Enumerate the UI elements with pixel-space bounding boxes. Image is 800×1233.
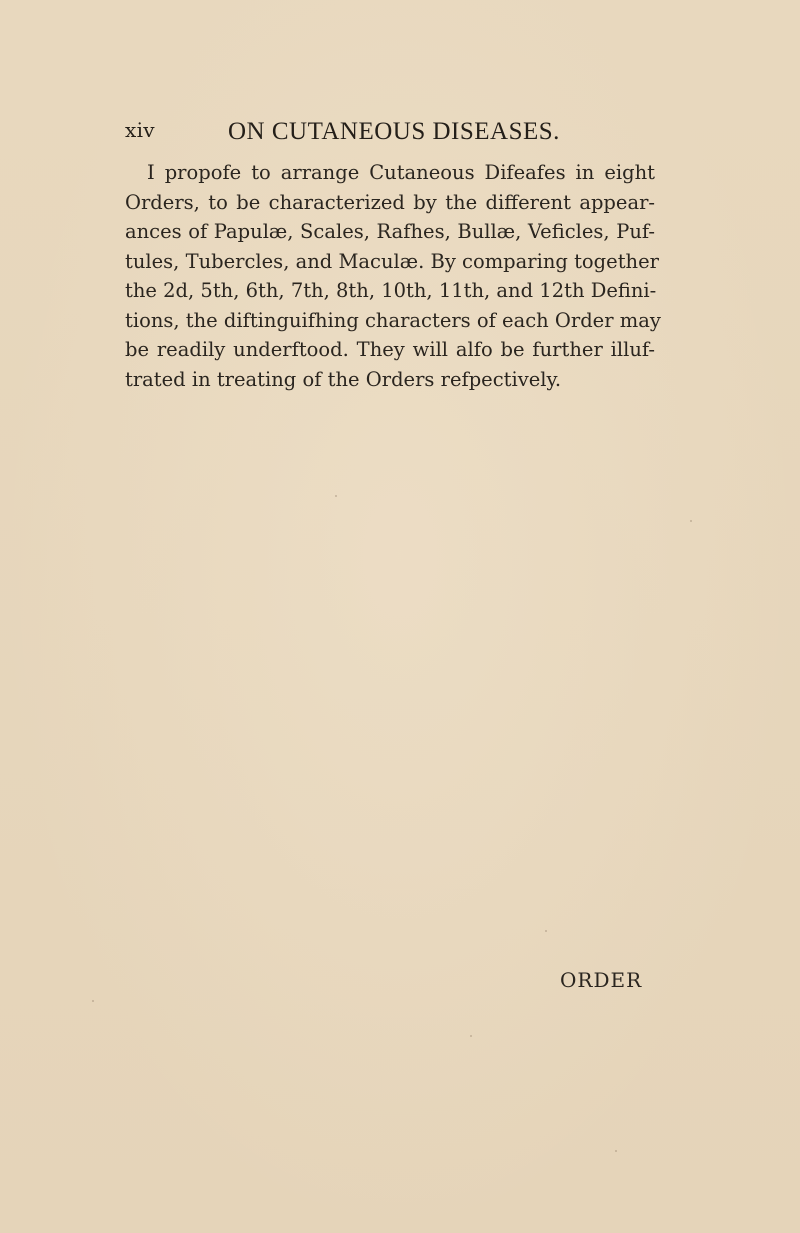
text-line: I propofe to arrange Cutaneous Difeafes in eight [147, 161, 655, 184]
paragraph [125, 158, 661, 394]
text-line: the 2d, 5th, 6th, 7th, 8th, 10th, 11th, and 12th Defini- [125, 279, 657, 302]
paper-speck [92, 1000, 94, 1002]
text-line: tules, Tubercles, and Maculæ. By comparing together [125, 249, 659, 273]
text-line: be readily underftood. They will alfo be further illuf- [125, 338, 655, 361]
catchword: ORDER [560, 968, 643, 992]
paper-speck [615, 1150, 617, 1152]
running-title: ON CUTANEOUS DISEASES. [228, 118, 560, 145]
text-line: trated in treating of the Orders refpectively. [125, 367, 562, 391]
running-head [125, 118, 655, 148]
paper-speck [545, 930, 547, 932]
text-line: tions, the diftinguifhing characters of each Order may [125, 308, 661, 332]
text-line: ances of Papulæ, Scales, Rafhes, Bullæ, Veficles, Puf- [125, 220, 655, 243]
paper-speck [470, 1035, 472, 1037]
text-line: Orders, to be characterized by the different appear- [125, 190, 655, 214]
page-number: xiv [125, 118, 155, 142]
paper-speck [335, 495, 337, 497]
paper-speck [690, 520, 692, 522]
